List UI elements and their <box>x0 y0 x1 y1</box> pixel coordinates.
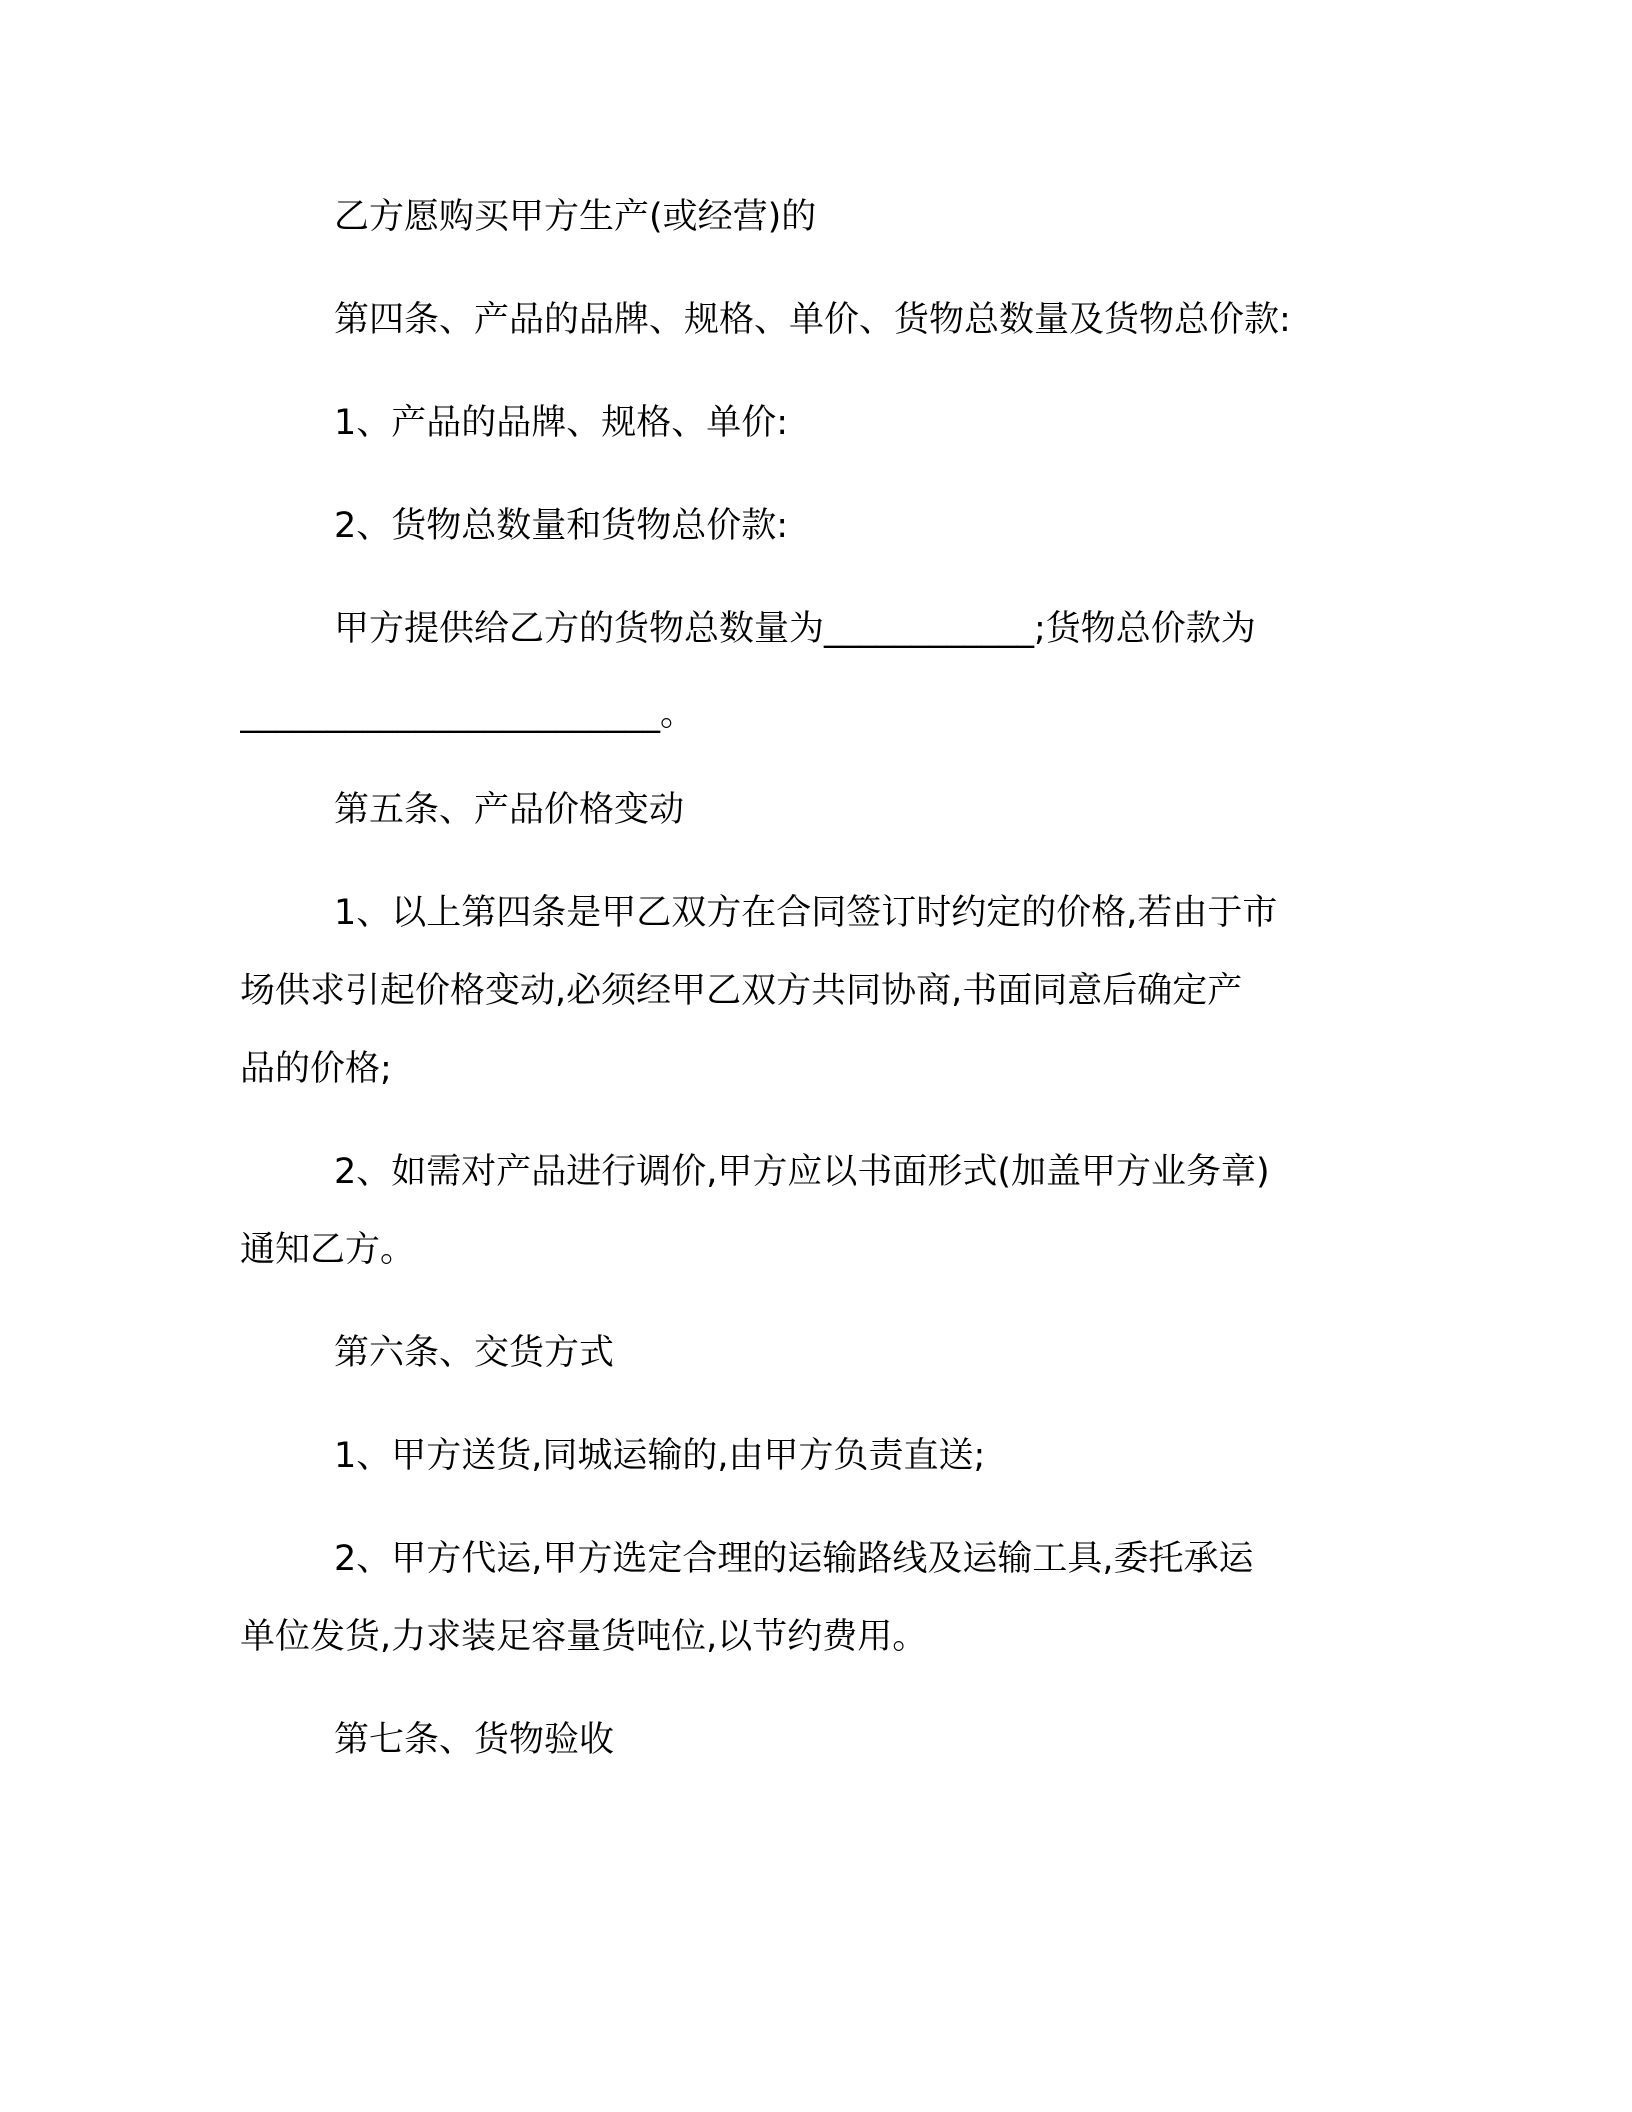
clause-4-item-2: 2、货物总数量和货物总价款: <box>334 506 789 546</box>
clause-5-item-2-line-1: 2、如需对产品进行调价,甲方应以书面形式(加盖甲方业务章) <box>334 1152 1270 1192</box>
clause-4-heading: 第四条、产品的品牌、规格、单价、货物总数量及货物总价款: <box>334 300 1291 340</box>
quantity-price-line: 甲方提供给乙方的货物总数量为____________;货物总价款为 <box>334 609 1256 649</box>
clause-4-item-1: 1、产品的品牌、规格、单价: <box>334 403 789 443</box>
clause-5-item-2-line-2: 通知乙方。 <box>240 1230 416 1270</box>
clause-6-item-1: 1、甲方送货,同城运输的,由甲方负责直送; <box>334 1436 986 1476</box>
quantity-price-continuation: ________________________。 <box>240 694 696 734</box>
clause-5-heading: 第五条、产品价格变动 <box>334 790 685 830</box>
clause-5-item-1-line-2: 场供求引起价格变动,必须经甲乙双方共同协商,书面同意后确定产 <box>240 971 1243 1011</box>
clause-6-heading: 第六条、交货方式 <box>334 1333 615 1373</box>
clause-7-heading: 第七条、货物验收 <box>334 1720 615 1760</box>
clause-5-item-1-line-1: 1、以上第四条是甲乙双方在合同签订时约定的价格,若由于市 <box>334 893 1278 933</box>
clause-intro-line: 乙方愿购买甲方生产(或经营)的 <box>334 197 817 237</box>
clause-6-item-2-line-2: 单位发货,力求装足容量货吨位,以节约费用。 <box>240 1617 928 1657</box>
clause-5-item-1-line-3: 品的价格; <box>240 1049 392 1089</box>
clause-6-item-2-line-1: 2、甲方代运,甲方选定合理的运输路线及运输工具,委托承运 <box>334 1539 1254 1579</box>
